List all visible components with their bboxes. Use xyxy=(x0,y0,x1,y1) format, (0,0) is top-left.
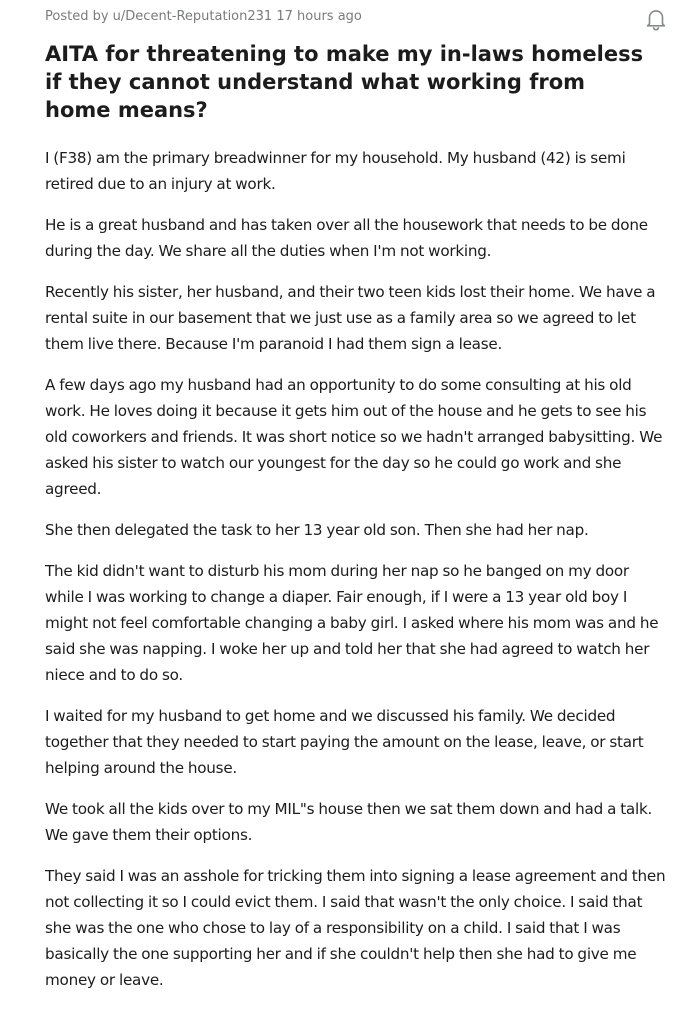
post-paragraph: He is a great husband and has taken over all the housework that needs to be done during the day. We share all the duties when I'm not working. xyxy=(45,216,648,260)
post-paragraph: A few days ago my husband had an opportunity to do some consulting at his old work. He loves doing it because it gets him out of the house and he gets to see his old coworkers and friends. It was short notice so we hadn't arranged babysitting. We asked his sister to watch our youngest for the day so he could go work and she agreed. xyxy=(45,376,663,498)
post-paragraph: Recently his sister, her husband, and their two teen kids lost their home. We have a rental suite in our basement that we just use as a family area so we agreed to let them live there. Because I'm paranoid I had them sign a lease. xyxy=(45,283,656,353)
post-paragraph: The kid didn't want to disturb his mom during her nap so he banged on my door while I was working to change a diaper. Fair enough, if I were a 13 year old boy I might not feel comfortable changing a baby girl. I asked where his mom was and he said she was napping. I woke her up and told her that she had agreed to watch her niece and to do so. xyxy=(45,562,659,684)
post-paragraph: She then delegated the task to her 13 year old son. Then she had her nap. xyxy=(45,521,589,539)
author-link[interactable]: u/Decent-Reputation231 xyxy=(112,9,273,24)
post-body xyxy=(45,145,669,1008)
posted-by-label: Posted by xyxy=(45,9,109,24)
bell-icon[interactable] xyxy=(643,6,669,32)
post-time: 17 hours ago xyxy=(276,9,362,24)
post-paragraph: We took all the kids over to my MIL"s house then we sat them down and had a talk. We gave them their options. xyxy=(45,800,653,844)
post-title[interactable]: AITA for threatening to make my in-laws homeless if they cannot understand what working from home means? xyxy=(45,42,644,122)
post-paragraph: I waited for my husband to get home and we discussed his family. We decided together that they needed to start paying the amount on the lease, leave, or start helping around the house. xyxy=(45,707,644,777)
post-paragraph: They said I was an asshole for tricking them into signing a lease agreement and then not collecting it so I could evict them. I said that wasn't the only choice. I said that she was the one who chose to lay of a responsibility on a child. I said that I was basically the one supporting her and if she couldn't help then she had to give me money or leave. xyxy=(45,867,666,989)
post-paragraph: I (F38) am the primary breadwinner for my household. My husband (42) is semi retired due to an injury at work. xyxy=(45,149,626,193)
post-meta xyxy=(45,9,362,24)
